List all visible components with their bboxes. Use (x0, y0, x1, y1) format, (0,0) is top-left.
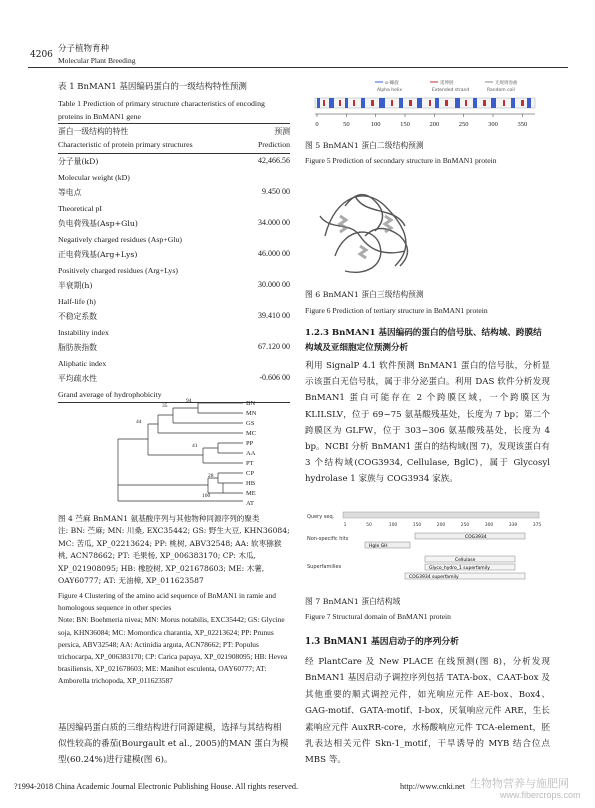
figure5-caption-cn: 图 5 BnMAN1 蛋白二级结构预测 (305, 141, 424, 150)
f5-helix-segment (379, 98, 385, 108)
table1-row-label: Instability index (58, 327, 109, 337)
f7-tick-label: 50 (366, 523, 372, 528)
table1-row-label: 分子量(kD) (58, 157, 99, 166)
table1-row (58, 371, 290, 387)
table1-row-value: 34.000 00 (258, 218, 290, 227)
body-text-right-1: 利用 SignalP 4.1 软件预测 BnMAN1 蛋白的信号肽，分析显示该蛋白无信号肽，属于非分泌蛋白。利用 DAS 软件分析发现 BnMAN1 蛋白可能存在 2 个跨膜区域，一个跨膜区为 KLILSLV，位于 69~75 氨基酸残基处，长度为 7 bp；第二个跨膜区为 GLFW，位于 303~306 氨基酸残基处，长度为 4 bp。NCBI 分析 BnMAN1 蛋白的结构域(图 7)，发现该蛋白有 3 个结构域(COG3934, Cellulase, BglC)，属于 Glycosyl hydrolase 1 家族与 COG3934 家族。 (305, 361, 550, 485)
f5-strand-segment (521, 100, 524, 106)
body-text-right-2: 经 PlantCare 及 New PLACE 在线预测(图 8)，分析发现 BnMAN1 基因启动子调控序列包括 TATA-box、CAAT-box 及其他重要的顺式调控元件，如光响应元件 AE-box、Box4、GAG-motif、GATA-motif、I-box，厌氧响应元件 ARE，生长素响应元件 AuxRR-core，水杨酸响应元件 TCA-element，胚乳表达相关元件 Skn-1_motif，干旱诱导的 MYB 结合位点 MBS 等。 (305, 657, 550, 766)
f7-tick-label: 339 (508, 523, 518, 528)
f5-helix-segment (527, 98, 531, 108)
table1-row-label: Theoretical pI (58, 203, 102, 213)
tree-taxon-label: HB (246, 480, 256, 487)
f5-legend-label: 无规则卷曲 (495, 81, 518, 86)
f5-legend-label-en: Extended strand (432, 88, 470, 93)
tree-bootstrap-value: 94 (186, 398, 192, 404)
f5-strand-segment (429, 100, 431, 106)
figure7-caption-en: Figure 7 Structural domain of BnMAN1 protein (305, 612, 451, 621)
header-rule (28, 67, 568, 68)
table1-row (58, 216, 290, 232)
f5-strand-segment (353, 100, 355, 106)
f5-helix-segment (473, 98, 477, 108)
watermark-cn: 生物物营养与施肥网 (470, 777, 569, 790)
f5-strand-segment (391, 100, 393, 106)
table1-row-value: 30.000 00 (258, 280, 290, 289)
table1-row-label: 脂肪族指数 (58, 343, 97, 352)
f5-tick-label: 50 (343, 121, 350, 128)
f7-tick-label: 300 (484, 523, 494, 528)
f5-strand-segment (465, 100, 467, 106)
section-1-2-3-heading: 1.2.3 BnMAN1 基因编码的蛋白的信号肽、结构域、跨膜结构域及亚细胞定位预测分析 (305, 328, 542, 353)
table1-col2-cn: 预测 (274, 127, 290, 136)
table1-row-label: 平均疏水性 (58, 374, 97, 383)
table1-row-value: 42,466.56 (258, 156, 290, 165)
f5-helix-segment (329, 98, 334, 108)
f5-strand-segment (483, 100, 486, 106)
figure6-protein-structure (305, 176, 435, 284)
tree-taxon-label: AA (246, 450, 256, 457)
tree-taxon-label: MN (246, 410, 257, 417)
table1-row-label: 半衰期(h) (58, 281, 93, 290)
table1-row-label: Grand average of hydrophobicity (58, 389, 162, 399)
f7-hit-cog3934: COG3934 (465, 535, 487, 540)
f5-tick-label: 150 (400, 121, 410, 128)
table1-col2-en: Prediction (257, 139, 290, 149)
f7-row2-label: Superfamilies (307, 564, 342, 570)
f7-hit-hgle: Hgle GH (369, 544, 388, 549)
page-number: 4206 (30, 50, 53, 60)
table1-row-label: 正电荷残基(Arg+Lys) (58, 250, 138, 259)
table1-row (58, 232, 290, 248)
table1-col1-en: Characteristic of protein primary structures (58, 139, 193, 149)
tree-taxon-label: PT (246, 460, 254, 467)
f7-hit-cog-super: COG3934 superfamily (409, 575, 459, 580)
table1-row-label: 负电荷残基(Asp+Glu) (58, 219, 138, 228)
table1-row-label: Molecular weight (kD) (58, 172, 130, 182)
f5-legend-label-en: Alpha helix (377, 88, 403, 93)
f5-strand-segment (339, 100, 341, 106)
tree-taxon-label: CP (246, 470, 254, 477)
tree-bootstrap-value: 44 (136, 419, 142, 425)
table1-row-value: 9.450 00 (262, 187, 290, 196)
f7-tick-label: 375 (532, 523, 542, 528)
f7-tick-label: 1 (343, 523, 347, 528)
f7-tick-label: 100 (388, 523, 398, 528)
figure4-title-en: Figure 4 Clustering of the amino acid sequence of BnMAN1 in ramie and homologous sequence in other species (58, 591, 276, 613)
section-1-3-heading: 1.3 BnMAN1 基因启动子的序列分析 (305, 637, 459, 647)
tree-taxon-label: PP (246, 440, 254, 447)
table1-row-label: Negatively charged residues (Asp+Glu) (58, 234, 182, 244)
table1-title-en: Table 1 Prediction of primary structure characteristics of encoding proteins in BnMAN1 gene (58, 99, 265, 121)
f5-strand-segment (409, 100, 412, 106)
figure4-caption-en (58, 590, 290, 688)
f5-strand-segment (323, 100, 325, 106)
figure5-caption-en: Figure 5 Prediction of secondary structure in BnMAN1 protein (305, 156, 497, 165)
tree-bootstrap-value: 35 (162, 403, 168, 409)
table1-row (58, 340, 290, 356)
table1-row (58, 154, 290, 170)
f5-helix-segment (511, 98, 515, 108)
table1-row (58, 325, 290, 341)
f5-tick-label: 250 (458, 121, 469, 128)
f5-helix-segment (417, 98, 422, 108)
f5-helix-segment (455, 98, 460, 108)
f7-tick-label: 150 (412, 523, 422, 528)
f5-helix-segment (399, 98, 403, 108)
footer-url[interactable]: http://www.cnki.net (400, 782, 465, 791)
table1-header (58, 124, 290, 154)
f7-hit-glyco: Glyco_hydro_1 superfamily (429, 566, 490, 571)
f7-tick-label: 250 (460, 523, 470, 528)
f5-tick-label: 0 (315, 121, 319, 128)
table1-row-label: 等电点 (58, 188, 82, 197)
f7-row1-label: Non-specific hits (307, 536, 349, 542)
figure7-domain (305, 506, 545, 592)
footer-copyright: ?1994-2018 China Academic Journal Electronic Publishing House. All rights reserved. (14, 782, 299, 791)
table1-title-cn: 表 1 BnMAN1 基因编码蛋白的一级结构特性预测 (58, 82, 247, 92)
f5-tick-label: 100 (370, 121, 381, 128)
table1-row (58, 356, 290, 372)
figure6-caption-cn: 图 6 BnMAN1 蛋白三级结构预测 (305, 290, 424, 299)
f7-hit-cellulase: Cellulase (455, 558, 476, 563)
f5-legend-label: α-螺旋 (385, 81, 399, 86)
table1-row-label: Aliphatic index (58, 358, 107, 368)
f7-tick-label: 200 (436, 523, 446, 528)
body-text-left: 基因编码蛋白质的三维结构进行同源建模，选择与其结构相似性较高的番茄(Bourgault et al., 2005)的MAN 蛋白为模型(60.24%)进行建模(图 6)。 (58, 723, 289, 765)
table1-row (58, 309, 290, 325)
f5-strand-segment (371, 100, 374, 106)
figure4-tree (58, 397, 290, 509)
table1-row-label: Positively charged residues (Arg+Lys) (58, 265, 178, 275)
table1-row-value: -0.606 00 (259, 373, 290, 382)
f5-legend-label-en: Random coil (487, 88, 515, 93)
table1-row-value: 46.000 00 (258, 249, 290, 258)
tree-bootstrap-value: 28 (208, 473, 214, 479)
watermark-en: www.fibercrops.com (500, 790, 581, 800)
table1-row-value: 39.410 00 (258, 311, 290, 320)
table1-body (58, 154, 290, 402)
table1-row (58, 278, 290, 294)
f5-tick-label: 350 (517, 121, 528, 128)
table1-row (58, 170, 290, 186)
figure4-caption-cn (58, 513, 290, 587)
figure4-note-cn: 注: BN: 苎麻; MN: 川桑, EXC35442; GS: 野生大豆, KHN36084; MC: 苦瓜, XP_02213624; PP: 桃树, ABV32548; AA: 软枣猕猴桃, ACN78662; PT: 毛果杨, XP_006383170; CP: 木瓜, XP_021908095; HB: 橡胶树, XP_021678603; ME: 木薯, OAY60777; AT: 无油樟, XP_011623587 (58, 526, 290, 586)
table1-row-label: Half-life (h) (58, 296, 96, 306)
figure4-note-en: Note: BN: Boehmeria nivea; MN: Morus notabilis, EXC35442; GS: Glycine soja, KHN36084; MC: Momordica charantia, XP_02213624; PP: Prunus persica, ABV32548; AA: Actinidia arguta, ACN78662; PT: Populus trichocarpa, XP_006383170; CP: Carica papaya, XP_021908095; HB: Hevea brasiliensis, XP_021678603; ME: Manihot esculenta, OAY60777; AT: Amborella trichopoda, XP_011623587 (58, 615, 288, 686)
tree-bootstrap-value: 41 (192, 443, 198, 449)
table1-row (58, 263, 290, 279)
tree-taxon-label: GS (246, 420, 255, 427)
tree-taxon-label: ME (246, 490, 256, 497)
figure4-title-cn: 图 4 苎麻 BnMAN1 氨基酸序列与其他物种同源序列的聚类 (58, 514, 260, 523)
f5-tick-label: 300 (488, 121, 498, 128)
f5-helix-segment (435, 98, 439, 108)
f5-strand-segment (503, 100, 505, 106)
table1-row (58, 247, 290, 263)
table1-row-value: 67.120 00 (258, 342, 290, 351)
table1-row (58, 185, 290, 201)
tree-taxon-label: BN (246, 400, 256, 407)
journal-title-en: Molecular Plant Breeding (58, 56, 136, 65)
table1-row (58, 294, 290, 310)
tree-bootstrap-value: 100 (202, 493, 211, 499)
f5-tick-label: 200 (429, 121, 440, 128)
f5-legend-label: 延伸链 (440, 81, 454, 86)
f5-helix-segment (491, 98, 496, 108)
f5-helix-segment (361, 98, 365, 108)
tree-taxon-label: AT (246, 500, 254, 507)
journal-title-cn: 分子植物育种 (58, 44, 110, 54)
figure6-caption-en: Figure 6 Prediction of tertiary structure in BnMAN1 protein (305, 306, 488, 315)
table1-col1-cn: 蛋白一级结构的特性 (58, 127, 129, 136)
figure7-caption-cn: 图 7 BnMAN1 蛋白结构域 (305, 597, 401, 606)
table1 (58, 123, 290, 403)
f5-helix-segment (345, 98, 348, 108)
tree-taxon-label: MC (246, 430, 257, 437)
f5-strand-segment (445, 100, 448, 106)
table1-row-label: 不稳定系数 (58, 312, 97, 321)
f5-helix-segment (317, 98, 320, 108)
f7-query-label: Query seq. (307, 514, 335, 520)
figure5-secondary-structure (305, 76, 545, 134)
table1-row (58, 201, 290, 217)
